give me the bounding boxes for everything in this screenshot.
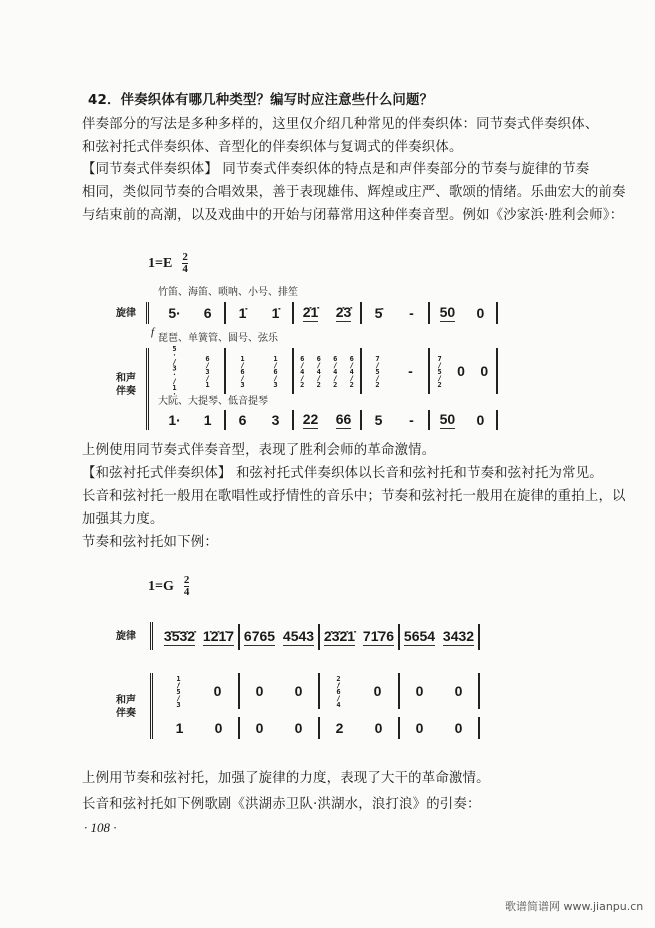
chord-stack: 5·/3·/1· [170,345,179,397]
question-heading: 42．伴奏织体有哪几种类型？编写时应注意些什么问题？ [88,93,434,108]
note: 0 [374,720,383,736]
measure [430,348,498,394]
note: 3 [271,412,280,428]
measure [158,345,226,397]
note: 3̇5̇3̇2̇ [163,628,196,644]
measure [158,410,226,430]
staff-bracket [146,302,153,324]
measure [294,410,362,430]
bass-row [160,717,480,739]
measure [240,624,320,650]
measure [226,410,294,430]
paragraph-line: 上例用节奏和弦衬托，加强了旋律的力度，表现了大干的革命激情。 [82,771,490,786]
staff-bracket [146,348,153,430]
page-number: · 108 · [84,820,117,835]
part-label-melody: 旋律 [116,631,136,642]
chord-stack: 6/4/2 [331,354,340,388]
note: 1 [175,720,184,736]
paragraph-line: 加强其力度。 [82,512,164,527]
note: 5· [168,305,181,321]
note: 0 [255,683,264,699]
note: 0 [480,363,489,379]
measure [294,348,362,394]
note: 0 [454,720,463,736]
note: 1̇ [238,305,247,321]
dynamic-marking: f [151,326,155,338]
staff-bracket [150,673,157,739]
chord-stack: 1/6/3 [271,354,280,388]
measure [362,302,430,324]
note: 2̇1̇ [302,304,319,320]
watermark: 歌谱简谱网 www.jianpu.cn [505,900,644,913]
note: 0 [457,363,465,379]
note: 66 [335,411,352,427]
chord-stack: 6/3/1 [203,354,212,388]
chord-stack: 6/4/2 [314,354,323,388]
measure [294,302,362,324]
chord-stack: 2̇/6/4 [334,674,343,708]
measure [320,673,400,709]
instrument-label: 琵琶、单簧管、圆号、弦乐 [158,333,278,344]
chord-stack: 7/5/2 [373,354,382,388]
note: 0 [294,683,303,699]
measure [160,673,240,709]
staff-bracket [150,622,157,650]
measure [362,348,430,394]
note: 6 [203,305,212,321]
measure [320,717,400,739]
note: 2 [335,720,344,736]
paragraph-line: 伴奏部分的写法是多种多样的，这里仅介绍几种常见的伴奏织体：同节奏式伴奏织体、 [82,117,599,132]
key-label: 1=G [148,578,174,594]
note: 50 [439,304,456,320]
score-example-2 [160,620,480,742]
measure [240,673,320,709]
note: 0 [476,412,485,428]
note: 0 [294,720,303,736]
note: - [409,305,414,321]
note: 0 [476,305,485,321]
score-example-1 [158,300,498,432]
note: - [409,412,414,428]
measure [430,302,498,324]
chord-stack: 6/4/2 [347,354,356,388]
note: 2̇3̇2̇1̇ [323,628,356,644]
note: 6765 [243,628,276,644]
measure [320,624,400,650]
part-label-harmony: 和声伴奏 [116,695,136,719]
bass-row [158,410,498,430]
note: 3432 [442,628,475,644]
time-signature: $\frac{2}{4}$ [182,251,188,275]
paragraph-line: 【和弦衬托式伴奏织体】 和弦衬托式伴奏织体以长音和弦衬托和节奏和弦衬托为常见。 [82,466,603,481]
paragraph-line: 上例使用同节奏式伴奏音型，表现了胜利会师的革命激情。 [82,443,436,458]
measure [226,302,294,324]
measure [362,410,430,430]
note: 6 [238,412,247,428]
measure [430,410,498,430]
measure [240,717,320,739]
note: 5̇ [374,305,383,321]
measure [400,673,480,709]
chord-row [160,673,480,709]
note: 0 [214,720,223,736]
note: 0 [373,683,382,699]
note: 0 [255,720,264,736]
chord-stack: 1̇/5/3 [174,674,183,708]
paragraph-line: 【同节奏式伴奏织体】 同节奏式伴奏织体的特点是和声伴奏部分的节奏与旋律的节奏 [82,162,590,177]
measure [400,717,480,739]
key-signature [148,575,189,598]
chord-stack: 6/4/2 [298,354,307,388]
note: 0 [454,683,463,699]
note: - [408,363,413,379]
paragraph-line: 和弦衬托式伴奏织体、音型化的伴奏织体与复调式的伴奏织体。 [82,140,463,155]
paragraph-line: 长音和弦衬托一般用在歌唱性或抒情性的音乐中；节奏和弦衬托一般用在旋律的重拍上，以 [82,489,626,504]
melody-row [158,302,498,324]
part-label-melody: 旋律 [116,308,136,319]
note: 2̇3̇ [335,304,352,320]
instrument-label: 大阮、大提琴、低音提琴 [158,396,268,407]
paragraph-line: 与结束前的高潮，以及戏曲中的开始与闭幕常用这种伴奏音型。例如《沙家浜·胜利会师》： [82,208,624,223]
note: 1̇2̇1̇7 [202,628,235,644]
chord-stack: 1/6/3 [238,354,247,388]
note: 0 [415,720,424,736]
chord-row [158,345,498,397]
melody-row [160,624,480,650]
paragraph-line: 相同，类似同节奏的合唱效果，善于表现雄伟、辉煌或庄严、歌颂的情绪。乐曲宏大的前奏 [82,185,626,200]
paragraph-line: 节奏和弦衬托如下例： [82,535,218,550]
note: 71̇76 [362,628,395,644]
note: 50 [439,411,456,427]
note: 0 [213,683,222,699]
measure [160,717,240,739]
instrument-label: 竹笛、海笛、唢呐、小号、排笙 [158,287,298,298]
note: 4543 [282,628,315,644]
part-label-harmony: 和声伴奏 [116,373,136,397]
key-label: 1=E [148,255,173,271]
key-signature [148,252,188,275]
chord-stack: 7/5/2 [435,354,444,388]
note: 0 [415,683,424,699]
measure [160,624,240,650]
time-signature: $\frac{2}{4}$ [183,574,190,598]
note: 1̇ [271,305,280,321]
note: 22 [302,411,319,427]
paragraph-line: 长音和弦衬托如下例歌剧《洪湖赤卫队·洪湖水，浪打浪》的引奏： [82,797,481,812]
measure [400,624,480,650]
note: 5654 [403,628,436,644]
measure [158,302,226,324]
note: 1 [203,412,212,428]
note: 5 [374,412,383,428]
measure [226,348,294,394]
note: 1· [168,412,181,428]
